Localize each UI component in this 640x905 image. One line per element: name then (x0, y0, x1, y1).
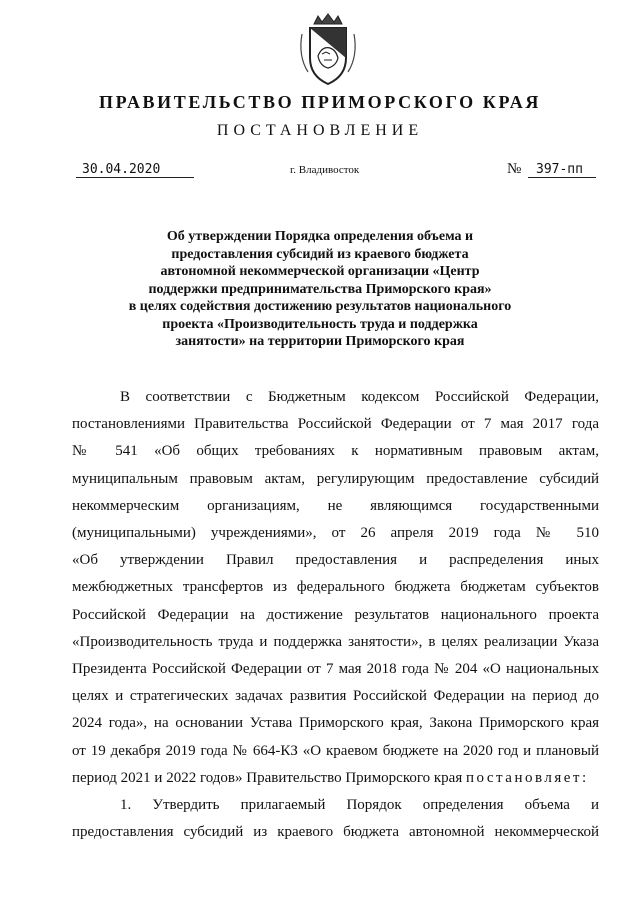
number-sign: № (507, 161, 522, 177)
government-name: ПРАВИТЕЛЬСТВО ПРИМОРСКОГО КРАЯ (99, 92, 541, 112)
title-line: поддержки предпринимательства Приморского края» (148, 281, 492, 297)
title-line: занятости» на территории Приморского края (175, 334, 465, 349)
body-line: муниципальным правовым актам, регулирующим предоставление субсидий (72, 470, 599, 487)
body-line: Президента Российской Федерации от 7 мая 2018 года № 204 «О национальных (72, 661, 599, 678)
title-line: автономной некоммерческой организации «Центр (160, 264, 480, 279)
title-line: предоставления субсидий из краевого бюджета (171, 246, 469, 262)
body-line: «Об утверждении Правил предоставления и распределения иных (72, 552, 599, 569)
coat-of-arms-emblem (296, 10, 360, 88)
body-line: 2024 года», на основании Устава Приморского края, Закона Приморского края (72, 715, 599, 732)
document-body (72, 384, 599, 846)
decree-keyword: постановляет: (466, 769, 589, 786)
body-line-text: период 2021 и 2022 годов» Правительство Приморского края (72, 769, 463, 786)
body-line: № 541 «Об общих требованиях к нормативным правовым актам, (72, 443, 599, 460)
body-line: некоммерческим организациям, не являющимся государственными (72, 497, 599, 514)
body-line: постановлениями Правительства Российской Федерации от 7 мая 2017 года (72, 416, 599, 433)
body-line: от 19 декабря 2019 года № 664-КЗ «О краевом бюджете на 2020 год и плановый (72, 742, 599, 759)
title-line: в целях содействия достижению результатов национального (128, 299, 512, 314)
document-type: ПОСТАНОВЛЕНИЕ (216, 122, 424, 139)
body-line: Российской Федерации на достижение результатов национального проекта (72, 606, 599, 623)
body-line: В соответствии с Бюджетным кодексом Российской Федерации, (120, 389, 599, 405)
body-line: целях и стратегических задачах развития Российской Федерации на период до (72, 688, 599, 705)
body-line: «Производительность труда и поддержка занятости», в целях реализации Указа (72, 633, 599, 650)
body-line: межбюджетных трансфертов из федерального бюджета бюджетам субъектов (72, 579, 599, 596)
document-number: 397-пп (528, 162, 596, 178)
document-title (60, 228, 580, 351)
title-line: Об утверждении Порядка определения объема и (166, 229, 474, 244)
title-line: проекта «Производительность труда и поддержка (162, 316, 478, 332)
body-line: 1. Утвердить прилагаемый Порядок определения объема и (120, 797, 599, 814)
body-line: предоставления субсидий из краевого бюджета автономной некоммерческой (72, 824, 599, 841)
document-date: 30.04.2020 (76, 162, 194, 178)
document-city: г. Владивосток (290, 164, 360, 176)
body-line: (муниципальными) учреждениями», от 26 апреля 2019 года № 510 (72, 525, 599, 542)
body-line (72, 765, 599, 792)
